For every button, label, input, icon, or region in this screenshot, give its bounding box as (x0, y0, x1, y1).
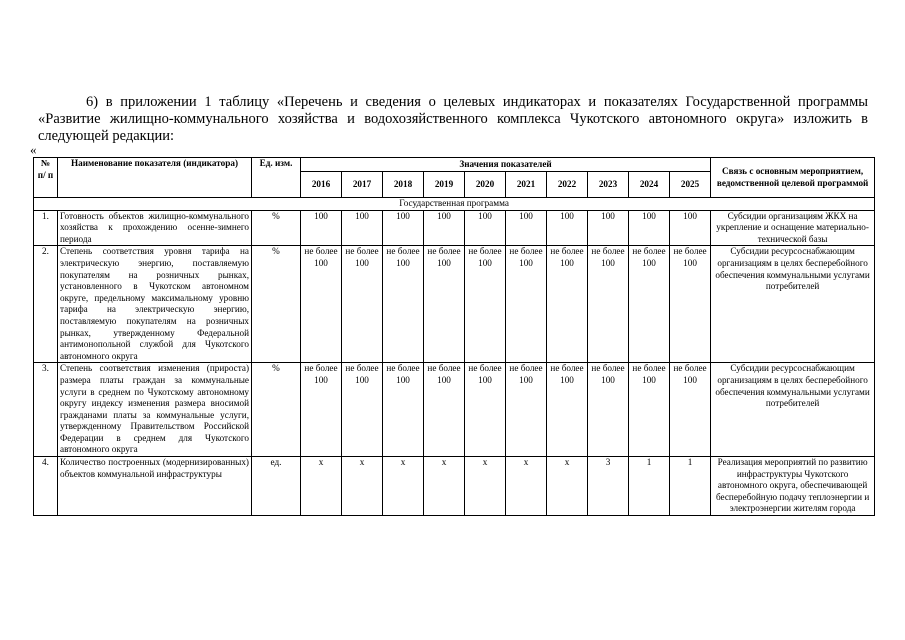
row-link: Субсидии организациям ЖКХ на укрепление и оснащение материально-технической базы (711, 210, 875, 246)
header-num: № п/ п (34, 158, 58, 198)
row-value: не более 100 (342, 363, 383, 457)
row-value: не более 100 (465, 363, 506, 457)
row-value: не более 100 (342, 246, 383, 363)
row-value: не более 100 (588, 246, 629, 363)
row-value: 100 (506, 210, 547, 246)
row-name: Степень соответствия уровня тарифа на электрическую энергию, поставляемую покупателям на розничных рынках, установленного в Чукотском автономном округе, предельному максимальному уровню тарифа на электрическую энергию, поставляемую покупателям на розничных рынках, утвержденному Федеральной антимонопольной службой для Чукотского автономного округа (58, 246, 252, 363)
row-value: 100 (301, 210, 342, 246)
header-year: 2019 (424, 172, 465, 198)
intro-paragraph: 6) в приложении 1 таблицу «Перечень и сведения о целевых индикаторах и показателях Государственной программы «Развитие жилищно-коммунального хозяйства и водохозяйственного комплекса Чукотского автономного округа» изложить в следующей редакции: (38, 94, 868, 144)
row-name: Количество построенных (модернизированных) объектов коммунальной инфраструктуры (58, 457, 252, 516)
row-value: не более 100 (383, 363, 424, 457)
row-value: не более 100 (547, 363, 588, 457)
row-num: 4. (34, 457, 58, 516)
indicators-table (33, 157, 875, 516)
row-value: х (506, 457, 547, 516)
row-value: 100 (629, 210, 670, 246)
row-link: Субсидии ресурсоснабжающим организациям в целях бесперебойного обеспечения коммунальными услугами потребителей (711, 246, 875, 363)
section-title: Государственная программа (34, 198, 875, 211)
table-row (34, 246, 875, 363)
row-name: Готовность объектов жилищно-коммунального хозяйства к прохождению осенне-зимнего периода (58, 210, 252, 246)
row-num: 3. (34, 363, 58, 457)
row-value: не более 100 (547, 246, 588, 363)
header-values: Значения показателей (301, 158, 711, 172)
row-value: не более 100 (465, 246, 506, 363)
row-value: не более 100 (506, 363, 547, 457)
row-value: не более 100 (588, 363, 629, 457)
row-value: не более 100 (424, 246, 465, 363)
table-row (34, 210, 875, 246)
table-row (34, 457, 875, 516)
row-value: х (342, 457, 383, 516)
row-value: х (547, 457, 588, 516)
row-value: не более 100 (629, 246, 670, 363)
row-value: х (465, 457, 506, 516)
row-value: х (301, 457, 342, 516)
header-year: 2020 (465, 172, 506, 198)
row-num: 2. (34, 246, 58, 363)
row-unit: % (252, 363, 301, 457)
header-year: 2018 (383, 172, 424, 198)
row-value: х (383, 457, 424, 516)
header-year: 2024 (629, 172, 670, 198)
row-unit: ед. (252, 457, 301, 516)
row-value: не более 100 (506, 246, 547, 363)
header-year: 2017 (342, 172, 383, 198)
row-value: 100 (465, 210, 506, 246)
row-value: не более 100 (301, 363, 342, 457)
row-value: не более 100 (301, 246, 342, 363)
row-value: 100 (670, 210, 711, 246)
header-year: 2023 (588, 172, 629, 198)
row-value: 100 (383, 210, 424, 246)
row-value: 1 (670, 457, 711, 516)
header-link: Связь с основным мероприятием, ведомственной целевой программой (711, 158, 875, 198)
table-row (34, 363, 875, 457)
row-value: 100 (342, 210, 383, 246)
row-value: 100 (424, 210, 465, 246)
row-value: не более 100 (424, 363, 465, 457)
row-value: х (424, 457, 465, 516)
row-link: Субсидии ресурсоснабжающим организациям в целях бесперебойного обеспечения коммунальными услугами потребителей (711, 363, 875, 457)
header-name: Наименование показателя (индикатора) (58, 158, 252, 198)
header-year: 2025 (670, 172, 711, 198)
row-unit: % (252, 210, 301, 246)
row-value: не более 100 (670, 246, 711, 363)
row-value: 100 (547, 210, 588, 246)
header-unit: Ед. изм. (252, 158, 301, 198)
header-year: 2022 (547, 172, 588, 198)
row-value: 3 (588, 457, 629, 516)
row-value: не более 100 (383, 246, 424, 363)
row-value: не более 100 (629, 363, 670, 457)
row-name: Степень соответствия изменения (прироста) размера платы граждан за коммунальные услуги в среднем по Чукотскому автономному округу индексу изменения размера вносимой гражданами платы за коммунальные услуги, утвержденному Правительством Российской Федерации в среднем для Чукотского автономного округа (58, 363, 252, 457)
header-year: 2016 (301, 172, 342, 198)
row-link: Реализация мероприятий по развитию инфраструктуры Чукотского автономного округа, обеспечивающей бесперебойную подачу теплоэнергии и электроэнергии жителям города (711, 457, 875, 516)
row-num: 1. (34, 210, 58, 246)
row-unit: % (252, 246, 301, 363)
quote-open-mark: « (30, 142, 37, 157)
header-year: 2021 (506, 172, 547, 198)
row-value: 100 (588, 210, 629, 246)
row-value: не более 100 (670, 363, 711, 457)
row-value: 1 (629, 457, 670, 516)
